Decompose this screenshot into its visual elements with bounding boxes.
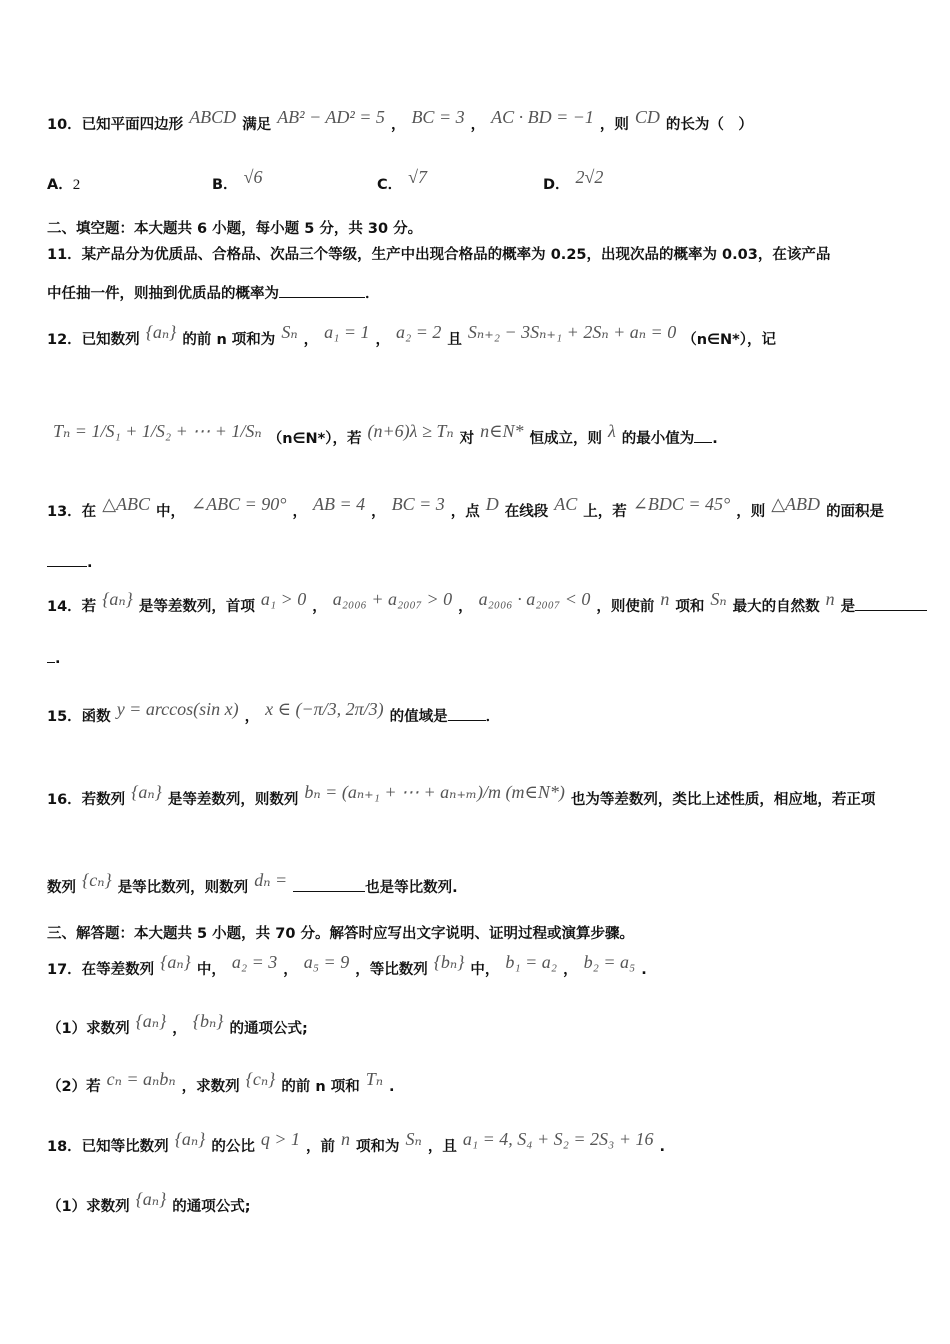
math-expression: {aₙ}	[102, 589, 133, 609]
question-text: （1）求数列	[47, 1021, 130, 1037]
line-q17p2	[47, 1069, 395, 1097]
math-expression: a₂₀₀₆ · a₂₀₀₇ < 0	[478, 589, 591, 609]
question-text: （1）求数列	[47, 1199, 130, 1215]
math-expression: q > 1	[260, 1129, 301, 1149]
section-2-heading: 二、填空题：本大题共 6 小题，每小题 5 分，共 30 分。	[47, 221, 423, 237]
question-text: 16．若数列	[47, 792, 126, 808]
option-label: D．	[543, 177, 570, 193]
math-expression: Sₙ	[405, 1129, 422, 1149]
math-expression: Sₙ₊₂ − 3Sₙ₊₁ + 2Sₙ + aₙ = 0	[467, 322, 677, 342]
option-value: √6	[243, 167, 263, 187]
option-b	[212, 167, 268, 194]
math-expression: AB² − AD² = 5	[277, 107, 385, 127]
option-a	[47, 173, 80, 194]
math-expression: AC · BD = −1	[491, 107, 594, 127]
question-text: 是等比数列，则数列	[117, 880, 249, 896]
math-expression: Tₙ = 1/S₁ + 1/S₂ + ⋯ + 1/Sₙ	[53, 421, 262, 441]
math-expression: {cₙ}	[245, 1069, 276, 1089]
question-text: 13．在	[47, 504, 97, 520]
option-c	[377, 167, 433, 194]
line-section3	[47, 924, 634, 944]
question-text: 的前 n 项和	[281, 1079, 360, 1095]
question-text: 是	[840, 599, 856, 615]
line-q18p1	[47, 1189, 251, 1217]
question-text: .	[641, 962, 647, 978]
line-q17	[47, 952, 647, 980]
question-text: .	[87, 555, 93, 571]
line-q17p1	[47, 1011, 308, 1039]
question-text: ，	[244, 709, 260, 725]
question-text: ，则使前	[596, 599, 655, 615]
question-text: 是等差数列，则数列	[167, 792, 299, 808]
question-text: ，	[371, 504, 386, 520]
answer-blank[interactable]	[293, 877, 365, 892]
question-text: ，	[312, 599, 327, 615]
question-text: ，且	[427, 1139, 457, 1155]
question-text: .	[55, 651, 61, 667]
line-q11a	[47, 245, 830, 265]
line-q14b	[47, 648, 61, 669]
question-text: 14．若	[47, 599, 97, 615]
question-text: 10．已知平面四边形	[47, 117, 184, 133]
question-text: ，	[458, 599, 473, 615]
question-text: .	[659, 1139, 665, 1155]
answer-blank[interactable]	[47, 552, 87, 567]
math-expression: △ABD	[771, 494, 821, 514]
answer-blank[interactable]	[855, 596, 927, 611]
math-expression: AC	[554, 494, 578, 514]
math-expression: BC = 3	[411, 107, 465, 127]
question-text: ，	[303, 332, 319, 348]
question-text: 也为等差数列，类比上述性质，相应地，若正项	[570, 792, 876, 808]
question-text: ，	[292, 504, 307, 520]
question-text: 三、解答题：本大题共 5 小题，共 70 分。解答时应写出文字说明、证明过程或演算步骤。	[47, 926, 634, 942]
question-text: 上，若	[583, 504, 627, 520]
answer-blank[interactable]	[448, 706, 486, 721]
question-text: 且	[447, 332, 462, 348]
line-q12b	[47, 421, 718, 449]
math-expression: a₂ = 2	[396, 322, 442, 342]
question-text: 的前 n 项和为	[182, 332, 276, 348]
math-expression: {cₙ}	[82, 870, 112, 890]
question-text: 在线段	[504, 504, 549, 520]
line-q13b	[47, 552, 93, 573]
question-text: 中任抽一件，则抽到优质品的概率为	[47, 286, 279, 302]
option-value: 2	[72, 177, 81, 193]
line-q18	[47, 1129, 665, 1157]
math-expression: {aₙ}	[145, 322, 177, 342]
math-expression: a₁ = 4, S₄ + S₂ = 2S₃ + 16	[462, 1129, 654, 1149]
question-text: 的面积是	[826, 504, 885, 520]
math-expression: x ∈ (−π/3, 2π/3)	[265, 699, 384, 719]
question-text: ，	[470, 117, 486, 133]
question-text: ，前	[306, 1139, 336, 1155]
math-expression: n	[341, 1129, 351, 1149]
question-text: ．	[365, 286, 380, 302]
question-text: 满足	[242, 117, 272, 133]
question-text: .	[389, 1079, 395, 1095]
math-expression: y = arccos(sin x)	[116, 699, 239, 719]
question-text: 数列	[47, 880, 76, 896]
math-expression: (n+6)λ ≥ Tₙ	[367, 421, 454, 441]
question-text: ，	[375, 332, 391, 348]
option-label: A．	[47, 177, 73, 193]
question-text: 11．某产品分为优质品、合格品、次品三个等级，生产中出现合格品的概率为 0.25，出现次品的概率为 0.03，在该产品	[47, 247, 831, 263]
question-text: ，则	[599, 117, 629, 133]
line-q11b	[47, 283, 380, 304]
math-expression: n	[825, 589, 835, 609]
question-text: 项和为	[356, 1139, 400, 1155]
option-value: √7	[408, 167, 428, 187]
question-text: ．	[485, 709, 501, 725]
math-expression: cₙ = aₙbₙ	[106, 1069, 176, 1089]
question-text: （2）若	[47, 1079, 101, 1095]
math-expression: dₙ =	[254, 870, 288, 890]
question-text: ，求数列	[181, 1079, 240, 1095]
question-text: 的通项公式;	[229, 1021, 308, 1037]
line-q16a	[47, 782, 876, 810]
question-text: 18．已知等比数列	[47, 1139, 169, 1155]
math-expression: Sₙ	[281, 322, 298, 342]
question-text: 的通项公式;	[172, 1199, 251, 1215]
math-expression: ABCD	[189, 107, 237, 127]
math-expression: ∠ABC = 90°	[191, 494, 287, 514]
math-expression: {aₙ}	[160, 952, 191, 972]
question-text: 对	[459, 431, 475, 447]
math-expression: bₙ = (aₙ₊₁ + ⋯ + aₙ₊ₘ)/m (m∈N*)	[304, 782, 565, 802]
question-text: ，则	[736, 504, 766, 520]
math-expression: {aₙ}	[131, 782, 162, 802]
line-q13a	[47, 494, 885, 522]
question-text: 也是等比数列.	[365, 880, 458, 896]
question-text: 项和	[675, 599, 705, 615]
math-expression: D	[485, 494, 499, 514]
answer-blank[interactable]	[694, 428, 712, 443]
question-text: 12．已知数列	[47, 332, 140, 348]
question-10	[47, 107, 753, 135]
math-expression: a₁ = 1	[324, 322, 370, 342]
question-text: 15．函数	[47, 709, 111, 725]
question-text: 的长为（ ）	[665, 117, 753, 133]
math-expression: {aₙ}	[135, 1189, 167, 1209]
math-expression: Sₙ	[710, 589, 727, 609]
math-expression: Tₙ	[365, 1069, 384, 1089]
option-label: B．	[212, 177, 238, 193]
math-expression: ∠BDC = 45°	[632, 494, 731, 514]
question-text: 恒成立，则	[529, 431, 602, 447]
question-text: ，点	[450, 504, 480, 520]
math-expression: {aₙ}	[135, 1011, 167, 1031]
question-text: 中，	[470, 962, 500, 978]
question-text: 的值域是	[389, 709, 448, 725]
answer-blank[interactable]	[279, 283, 365, 298]
question-text: 中，	[196, 962, 226, 978]
line-q14a	[47, 589, 927, 617]
line-q16b	[47, 870, 458, 898]
question-text: （n∈N*），记	[682, 332, 777, 348]
question-text: ，	[283, 962, 298, 978]
line-q15	[47, 699, 501, 727]
math-expression: AB = 4	[312, 494, 366, 514]
question-text: 的公比	[211, 1139, 255, 1155]
math-expression: a₂₀₀₆ + a₂₀₀₇ > 0	[332, 589, 453, 609]
math-expression: n∈N*	[480, 421, 524, 441]
question-text: 中，	[156, 504, 186, 520]
math-expression: {bₙ}	[192, 1011, 224, 1031]
math-expression: △ABC	[102, 494, 151, 514]
option-d	[543, 167, 609, 194]
math-expression: b₁ = a₂	[505, 952, 558, 972]
question-text: ，	[563, 962, 578, 978]
math-expression: n	[660, 589, 670, 609]
question-text: ，	[172, 1021, 187, 1037]
question-text: ，	[390, 117, 406, 133]
question-text: ，等比数列	[355, 962, 428, 978]
math-expression: b₂ = a₅	[583, 952, 636, 972]
question-text: 是等差数列，首项	[138, 599, 255, 615]
question-text: 17．在等差数列	[47, 962, 155, 978]
question-text: 最大的自然数	[732, 599, 820, 615]
math-expression: λ	[607, 421, 616, 441]
math-expression: CD	[634, 107, 660, 127]
question-text: （n∈N*），若	[267, 431, 362, 447]
option-label: C．	[377, 177, 403, 193]
math-expression: {aₙ}	[174, 1129, 206, 1149]
math-expression: a₅ = 9	[303, 952, 350, 972]
line-q12a	[47, 322, 777, 350]
answer-blank[interactable]	[47, 648, 55, 663]
math-expression: BC = 3	[391, 494, 445, 514]
math-expression: a₁ > 0	[260, 589, 307, 609]
option-value: 2√2	[575, 167, 604, 187]
math-expression: {bₙ}	[433, 952, 465, 972]
question-text: 的最小值为	[621, 431, 695, 447]
math-expression: a₂ = 3	[231, 952, 278, 972]
question-text: .	[712, 431, 718, 447]
